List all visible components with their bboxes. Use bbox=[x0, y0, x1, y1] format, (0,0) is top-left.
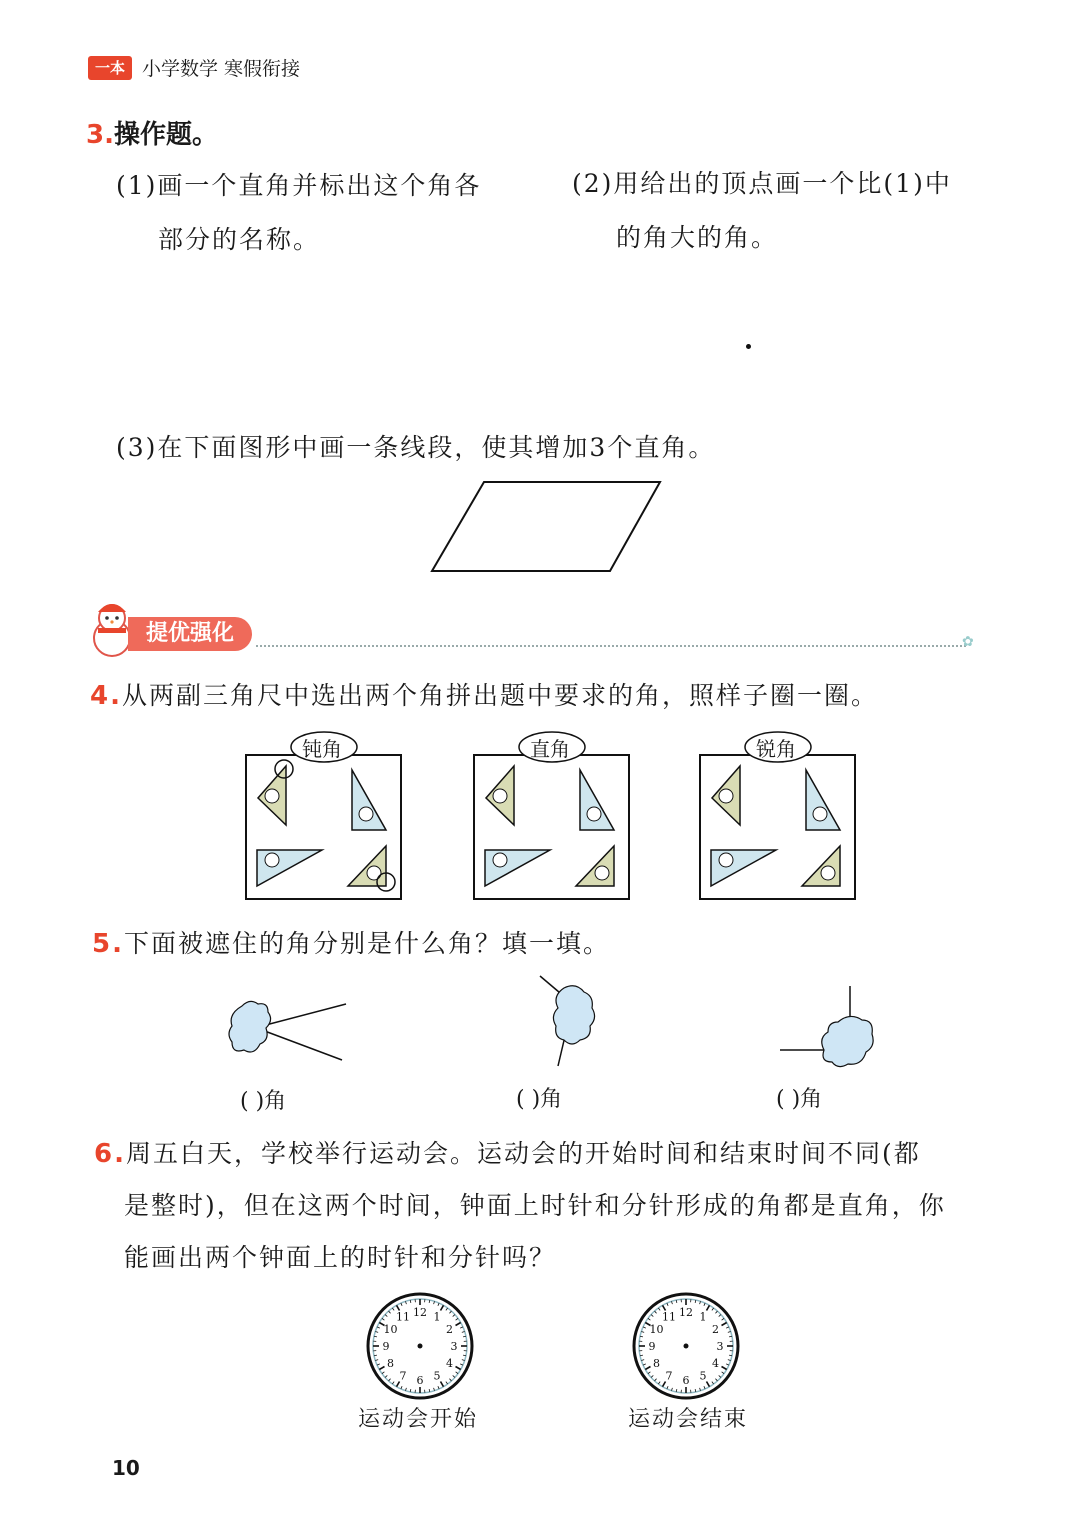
q4-text: 从两副三角尺中选出两个角拼出题中要求的角，照样子圈一圈。 bbox=[121, 681, 878, 710]
clock-face-end[interactable] bbox=[630, 1290, 742, 1402]
snowflake-icon: ✿ bbox=[962, 634, 974, 650]
q6-text-line1: 周五白天，学校举行运动会。运动会的开始时间和结束时间不同(都 bbox=[125, 1139, 921, 1168]
clock-center bbox=[418, 1344, 423, 1349]
q3-part1-line1: (1)画一个直角并标出这个角各 bbox=[116, 171, 482, 200]
q3-part3: (3)在下面图形中画一条线段，使其增加3个直角。 bbox=[116, 433, 716, 462]
clock-number: 8 bbox=[653, 1357, 661, 1370]
q6-line1 bbox=[94, 1134, 921, 1170]
q5-number: 5. bbox=[92, 929, 124, 959]
clock-label-end: 运动会结束 bbox=[628, 1407, 749, 1432]
clock-number: 12 bbox=[413, 1306, 427, 1319]
clock-number: 1 bbox=[433, 1310, 441, 1324]
clock-number: 1 bbox=[699, 1310, 707, 1324]
q3-part2-line1: (2)用给出的顶点画一个比(1)中 bbox=[572, 169, 952, 198]
hidden-angle-3 bbox=[776, 982, 880, 1072]
q5-question bbox=[92, 924, 610, 960]
clock-number: 8 bbox=[387, 1357, 395, 1370]
q3-part2-line2: 的角大的角。 bbox=[616, 223, 779, 252]
clock-number: 3 bbox=[450, 1340, 458, 1353]
q5-text: 下面被遮住的角分别是什么角？填一填。 bbox=[123, 929, 610, 958]
answer-blank-3[interactable]: ( )角 bbox=[776, 1087, 823, 1112]
clock-number: 11 bbox=[662, 1310, 676, 1324]
label-right-angle: 直角 bbox=[530, 737, 570, 761]
clock-number: 2 bbox=[445, 1323, 453, 1336]
q3-title: 操作题。 bbox=[113, 120, 218, 150]
clock-label-start: 运动会开始 bbox=[358, 1407, 479, 1432]
answer-blank-1[interactable]: ( )角 bbox=[240, 1089, 287, 1114]
book-title: 小学数学 寒假衔接 bbox=[142, 58, 301, 80]
q6-number: 6. bbox=[94, 1139, 126, 1169]
given-vertex-dot bbox=[746, 344, 751, 349]
q4-number: 4. bbox=[90, 681, 122, 711]
clock-face-start[interactable] bbox=[364, 1290, 476, 1402]
clock-number: 6 bbox=[682, 1374, 690, 1387]
clock-number: 9 bbox=[648, 1340, 656, 1353]
clock-number: 7 bbox=[665, 1369, 673, 1383]
parallelogram-figure bbox=[426, 476, 670, 578]
clock-number: 9 bbox=[382, 1340, 390, 1353]
clock-center bbox=[684, 1344, 689, 1349]
hidden-angle-1 bbox=[226, 996, 352, 1064]
q6-text-line2: 是整时)，但在这两个时间，钟面上时针和分针形成的角都是直角，你 bbox=[124, 1191, 946, 1220]
q3-heading bbox=[86, 114, 218, 151]
q3-part1-line2: 部分的名称。 bbox=[158, 225, 321, 254]
hidden-angle-2 bbox=[532, 972, 602, 1068]
clock-number: 4 bbox=[445, 1357, 453, 1370]
clock-number: 6 bbox=[416, 1374, 424, 1387]
page-number: 10 bbox=[112, 1456, 140, 1480]
q6-text-line3: 能画出两个钟面上的时针和分针吗？ bbox=[124, 1243, 557, 1272]
clock-number: 5 bbox=[699, 1369, 707, 1383]
label-obtuse-angle: 钝角 bbox=[302, 737, 342, 761]
clock-number: 12 bbox=[679, 1306, 693, 1319]
clock-number: 7 bbox=[399, 1369, 407, 1383]
clock-number: 10 bbox=[649, 1323, 664, 1336]
clock-number: 2 bbox=[711, 1323, 719, 1336]
q4-question bbox=[90, 676, 878, 712]
clock-number: 5 bbox=[433, 1369, 441, 1383]
clock-number: 11 bbox=[396, 1310, 410, 1324]
clock-number: 4 bbox=[711, 1357, 719, 1370]
answer-blank-2[interactable]: ( )角 bbox=[516, 1087, 563, 1112]
brand-badge: 一本 bbox=[88, 56, 132, 80]
section-divider bbox=[256, 645, 966, 647]
q3-number: 3. bbox=[86, 120, 114, 150]
section-banner: 提优强化 bbox=[128, 617, 252, 651]
clock-number: 3 bbox=[716, 1340, 724, 1353]
label-acute-angle: 锐角 bbox=[756, 737, 796, 761]
clock-number: 10 bbox=[383, 1323, 398, 1336]
